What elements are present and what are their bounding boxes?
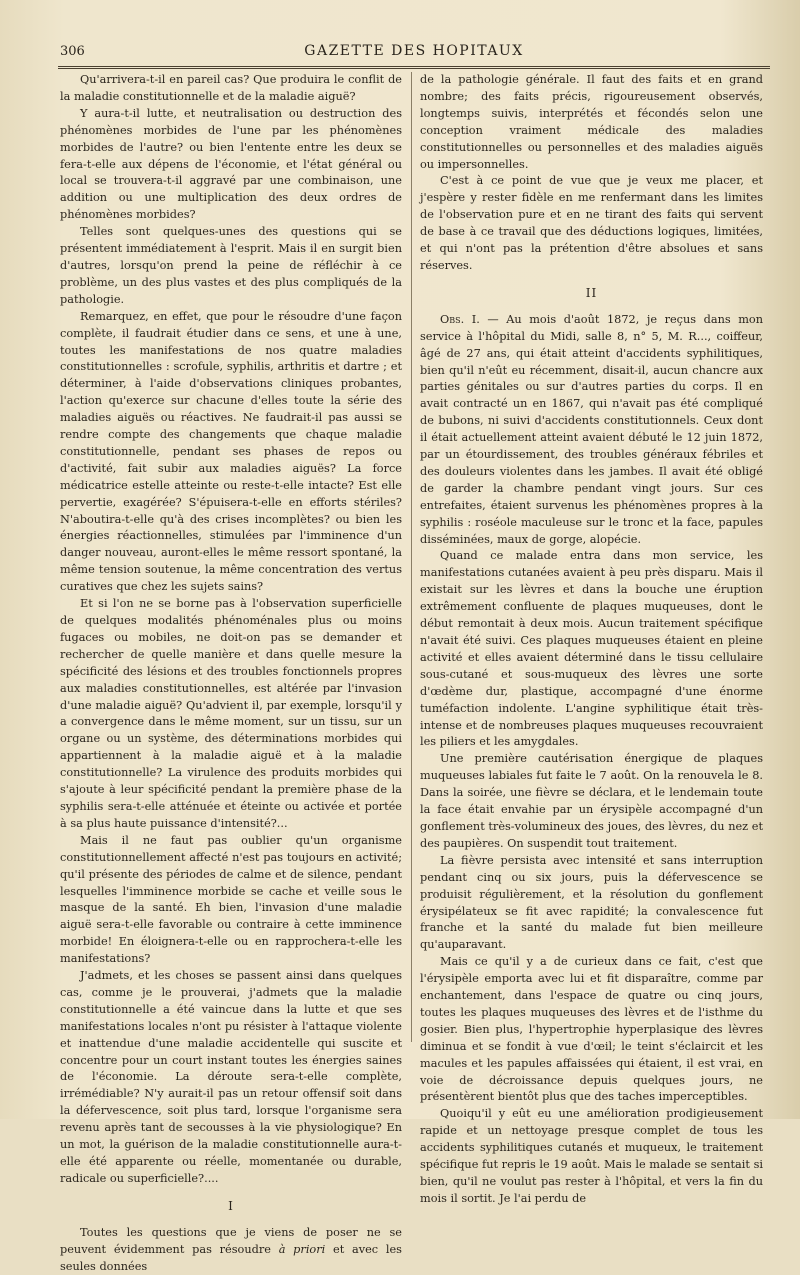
paragraph: de la pathologie générale. Il faut des faits et en grand nombre; des faits précis, rigoureusement observés, longtemps suivis, interprétés et fécondés selon une conception vraiment médicale des maladies constitutionnelles ou personnelles et des maladies aiguës ou impersonnelles.	[420, 73, 763, 171]
paragraph-text: — Au mois d'août 1872, je reçus dans mon service à l'hôpital du Midi, salle 8, n° 5, M. R..., coiffeur, âgé de 27 ans, qui était atteint d'accidents syphilitiques, bien qu'il n'eût eu récemment, disait-il, aucun chancre aux parties génitales ou sur d'autres parties du corps. Il en avait contracté un en 1867, qui n'avait pas été compliqué de bubons, ni suivi d'accidents constitutionnels. Ceux dont il était actuellement atteint avaient débuté le 12 juin 1872, par un étourdissement, des troubles généraux fébriles et des douleurs violentes dans les jambes. Il avait été obligé de garder la chambre pendant vingt jours. Sur ces entrefaites, étaient survenus les phénomènes propres à la syphilis : roséole maculeuse sur le tronc et la face, papules disséminées, maux de gorge, alopécie.	[420, 312, 763, 546]
observation-label: Obs. I.	[440, 312, 480, 326]
page-number: 306	[60, 44, 85, 59]
paragraph: Telles sont quelques-unes des questions qui se présentent immédiatement à l'esprit. Mais il en surgit bien d'autres, lorsqu'on prend la peine de réfléchir à ce problème, un des plus vastes et des plus compliqués de la pathologie.	[60, 225, 402, 306]
italic-phrase: à priori	[278, 1242, 326, 1256]
paragraph: Y aura-t-il lutte, et neutralisation ou destruction des phénomènes morbides de l'une par les phénomènes morbides de l'autre? ou bien l'entente entre les deux se fera-t-elle aux dépens de l'économie, et l'état général ou local se trouvera-t-il aggravé par une combinaison, une addition ou une multiplication des deux ordres de phénomènes morbides?	[60, 106, 402, 222]
right-column	[420, 72, 763, 1205]
paragraph	[60, 1225, 402, 1275]
journal-title: GAZETTE DES HOPITAUX	[304, 43, 524, 59]
section-heading-2: II	[585, 285, 598, 300]
paragraph: C'est à ce point de vue que je veux me placer, et j'espère y rester fidèle en me renfermant dans les limites de l'observation pure et en ne tirant des faits qui servent de base à ce travail que des déductions logiques, limitées, et qui n'ont pas la prétention d'être absolues et sans réserves.	[420, 174, 763, 272]
paragraph: Et si l'on ne se borne pas à l'observation superficielle de quelques modalités phénoménales plus ou moins fugaces ou mobiles, ne doit-on pas se demander et rechercher de quelle manière et dans quelle mesure la spécificité des lésions et des troubles fonctionnels propres aux maladies constitutionnelles, est altérée par l'invasion d'une maladie aiguë? Qu'advient il, par exemple, lorsqu'il y a convergence dans le même moment, sur un tissu, sur un organe ou un système, des déterminations morbides qui appartiennent à la maladie aiguë et à la maladie constitutionnelle? La virulence des produits morbides qui s'ajoute à leur spécificité pendant la première phase de la syphilis sera-t-elle atténuée et éteinte ou activée et portée à sa plus haute puissance d'intensité?...	[60, 597, 402, 830]
paragraph: Quoiqu'il y eût eu une amélioration prodigieusement rapide et un nettoyage presque complet de tous les accidents syphilitiques cutanés et muqueux, le traitement spécifique fut repris le 19 août. Mais le malade se sentait si bien, qu'il ne voulut pas rester à l'hôpital, et vers la fin du mois il sortit. Je l'ai perdu de	[420, 1107, 763, 1205]
paragraph: La fièvre persista avec intensité et sans interruption pendant cinq ou six jours, puis la défervescence se produisit régulièrement, et la résolution du gonflement érysipélateux se fit avec rapidité; la convalescence fut franche et la santé du malade fut bien meilleure qu'auparavant.	[420, 853, 763, 952]
left-column	[60, 72, 402, 1273]
page-header	[58, 40, 770, 69]
paragraph: Mais il ne faut pas oublier qu'un organisme constitutionnellement affecté n'est pas toujours en activité; qu'il présente des périodes de calme et de silence, pendant lesquelles l'imminence morbide se cache et veille sous le masque de la santé. Eh bien, l'invasion d'une maladie aiguë sera-t-elle favorable ou contraire à cette imminence morbide! En éloignera-t-elle ou en rapprochera-t-elle les manifestations?	[60, 833, 402, 966]
paragraph-text: Toutes les questions que je viens de poser ne se peuvent évidemment pas résoudre	[60, 1225, 402, 1256]
paragraph: J'admets, et les choses se passent ainsi dans quelques cas, comme je le prouverai, j'admets que la maladie constitutionnelle a été vaincue dans la lutte et que ses manifestations locales n'ont pu résister à l'attaque violente et inattendue d'une maladie accidentelle qui suscite et concentre pour un court instant toutes les énergies saines de l'économie. La déroute sera-t-elle complète, irrémédiable? N'y aurait-il pas un retour offensif soit dans la défervescence, soit plus tard, lorsque l'organisme sera revenu après tant de secousses à la vie physiologique? En un mot, la guérison de la maladie constitutionnelle aura-t-elle été apparente ou réelle, momentanée ou durable, radicale ou superficielle?....	[60, 969, 402, 1185]
section-heading-1: I	[228, 1198, 234, 1213]
paragraph-text: et avec les seules données	[60, 1242, 402, 1273]
paragraph: Qu'arrivera-t-il en pareil cas? Que produira le conflit de la maladie constitutionnelle et de la maladie aiguë?	[60, 73, 402, 103]
paragraph: Quand ce malade entra dans mon service, les manifestations cutanées avaient à peu près disparu. Mais il existait sur les lèvres et dans la bouche une éruption extrêmement confluente de plaques muqueuses, dont le début remontait à deux mois. Aucun traitement spécifique n'avait été suivi. Ces plaques muqueuses étaient en pleine activité et elles avaient déterminé dans le tissu cellulaire sous-cutané et sous-muqueux des lèvres une sorte d'œdème dur, plastique, accompagné d'une énorme tuméfaction indolente. L'angine syphilitique était très-intense et de nombreuses plaques muqueuses recouvraient les piliers et les amygdales.	[420, 549, 763, 749]
column-divider	[411, 72, 412, 1042]
paragraph: Remarquez, en effet, que pour le résoudre d'une façon complète, il faudrait étudier dans ce sens, et une à une, toutes les manifestations de nos quatre maladies constitutionnelles : scrofule, syphilis, arthritis et dartre ; et déterminer, à l'aide d'observations cliniques probantes, l'action qu'exerce sur chacune d'elles toute la série des maladies aiguës ou réactives. Ne faudrait-il pas aussi se rendre compte des changements que chaque maladie constitutionnelle, pendant ses phases de repos ou d'activité, fait subir aux maladies aiguës? La force médicatrice estelle atteinte ou reste-t-elle intacte? Est elle pervertie, exagérée? S'épuisera-t-elle en efforts stériles? N'aboutira-t-elle qu'à des crises incomplètes? ou bien les énergies réactionnelles, stimulées par l'imminence d'un danger nouveau, auront-elles le même ressort spontané, la même tension soutenue, la même concentration des vertus curatives que chez les sujets sains?	[60, 309, 402, 594]
paragraph: Une première cautérisation énergique de plaques muqueuses labiales fut faite le 7 août. On la renouvela le 8. Dans la soirée, une fièvre se déclara, et le lendemain toute la face était envahie par un érysipèle accompagné d'un gonflement très-volumineux des joues, des lèvres, du nez et des paupières. On suspendit tout traitement.	[420, 752, 763, 850]
observation-paragraph	[420, 312, 763, 549]
paragraph: Mais ce qu'il y a de curieux dans ce fait, c'est que l'érysipèle emporta avec lui et fit disparaître, comme par enchantement, dans l'espace de quatre ou cinq jours, toutes les plaques muqueuses des lèvres et de l'isthme du gosier. Bien plus, l'hypertrophie hyperplasique des lèvres diminua et se fondit à vue d'œil; le teint s'éclaircit et les macules et les papules affaissées qui étaient, il est vrai, en voie de décroissance depuis quelques jours, ne présentèrent bientôt plus que des taches imperceptibles.	[420, 955, 763, 1104]
